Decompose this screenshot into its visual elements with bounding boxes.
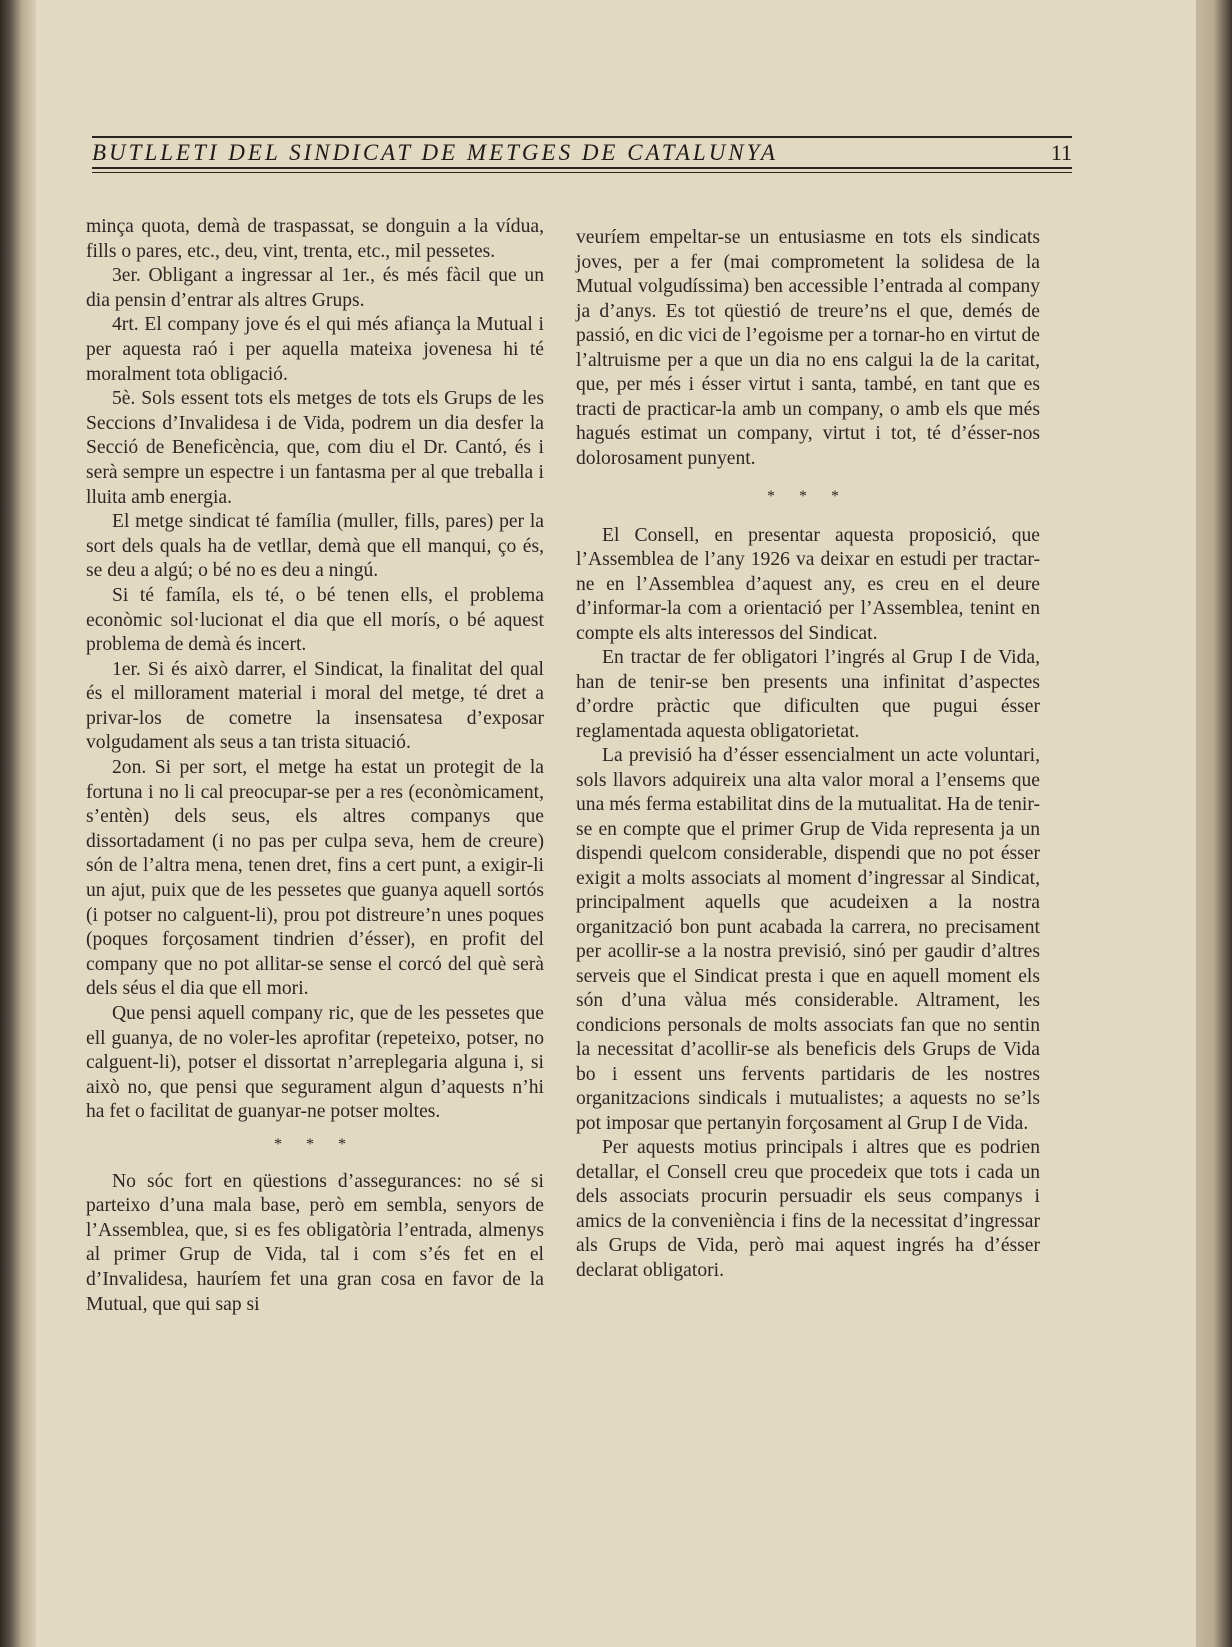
section-separator: * * * <box>767 488 849 505</box>
paragraph: La previsió ha d’ésser essencialment un acte voluntari, sols llavors adquireix una alta valor moral a l’ensems que una més ferma estabilitat dins de la mutualitat. Ha de tenir-se en compte que el primer Grup de Vida representa ja un dispendi quelcom considerable, dispendi que no pot ésser exigit a molts associats al moment d’ingressar al Sindicat, principalment aquells que acudeixen a la nostra organització bon punt acabada la carrera, no precisament per acollir-se a la nostra previsió, sinó per gaudir d’altres serveis que el Sindicat presta i que en aquell moment els són d’una vàlua més considerable. Altrament, les condicions personals de molts associats fan que no sentin la necessitat d’acollir-se als beneficis dels Grups de Vida bo i essent uns fervents partidaris de les nostres organitzacions sindicals i mutualistes; a aquests no se’ls pot imposar que pertanyin forçosament al Grup I de Vida. <box>576 745 1040 1134</box>
paragraph: 2on. Si per sort, el metge ha estat un protegit de la fortuna i no li cal preocupar-se per a res (econòmicament, s’entèn) dels seus, els altres companys que dissortadament (i no pas per culpa seva, hem de creure) són de l’altra mena, tenen dret, fins a cert punt, a exigir-li un ajut, puix que de les pessetes que guanya aquell sortós (i potser no calguent-li), prou pot distreure’n unes poques (poques forçosament tindrien d’ésser), en profit del company que no pot allitar-se sense el corcó del què serà dels séus el dia que ell mori. <box>86 757 544 1000</box>
header-rule-top <box>92 136 1072 138</box>
paragraph: El metge sindicat té família (muller, fills, pares) per la sort dels quals ha de vetllar, demà que ell manqui, ço és, se deu a algú; o bé no es deu a ningú. <box>86 511 544 582</box>
page-number: 11 <box>1050 140 1072 165</box>
journal-title: BUTLLETI DEL SINDICAT DE METGES DE CATALUNYA <box>92 140 778 165</box>
paragraph: minça quota, demà de traspassat, se donguin a la vídua, fills o pares, etc., deu, vint, trenta, etc., mil pessetes. <box>86 216 544 262</box>
paragraph: En tractar de fer obligatori l’ingrés al Grup I de Vida, han de tenir-se ben presents una infinitat d’aspectes d’ordre pràctic que dificulten que pugui ésser reglamentada aquesta obligatorietat. <box>576 647 1040 742</box>
header-rule-thin <box>92 172 1072 173</box>
paragraph: 4rt. El company jove és el qui més afiança la Mutual i per aquesta raó i per aquella mateixa jovenesa hi té moralment tota obligació. <box>86 314 544 385</box>
paragraph: No sóc fort en qüestions d’assegurances: no sé si parteixo d’una mala base, però em sembla, senyors de l’Assemblea, que, si es fes obligatòria l’entrada, almenys al primer Grup de Vida, tal i com s’és fet en el d’Invalidesa, hauríem fet una gran cosa en favor de la Mutual, que qui sap si <box>86 1170 544 1315</box>
paragraph: Que pensi aquell company ric, que de les pessetes que ell guanya, de no voler-les aprofitar (repeteixo, potser, no calguent-li), potser el dissortat n’arreplegaria alguna i, si això no, que pensi que segurament algun d’aquests n’hi ha fet o facilitat de guanyar-ne potser moltes. <box>86 1003 544 1123</box>
right-column <box>576 226 1040 1283</box>
header-rule-bottom <box>92 167 1072 169</box>
running-header <box>92 136 1072 173</box>
paragraph: El Consell, en presentar aquesta proposició, que l’Assemblea de l’any 1926 va deixar en estudi per tractar-ne en l’Assemblea d’aquest any, es creu en el deure d’informar-la com a orientació per l’Assemblea, tenint en compte els alts interessos del Sindicat. <box>576 524 1040 644</box>
paragraph: Si té famíla, els té, o bé tenen ells, el problema econòmic sol·lucionat el dia que ell morís, o bé aquest problema de demà és incert. <box>86 584 544 656</box>
paragraph: veuríem empeltar-se un entusiasme en tots els sindicats joves, per a fer (mai comprometent la solidesa de la Mutual volgudíssima) ben accessible l’entrada al company ja d’anys. Es tot qüestió de treure’ns el que, demés de passió, en dic vici de l’egoisme per a tornar-ho en virtut de l’altruisme per a que un dia no ens calgui la de la caritat, que, per més i ésser virtut i santa, també, en tant que es tracti de practicar-la amb un company, o amb els que més hagués estimat un company, virtut i tot, té d’ésser-nos dolorosament punyent. <box>576 227 1040 469</box>
section-separator: * * * <box>274 1135 356 1153</box>
paragraph: 5è. Sols essent tots els metges de tots els Grups de les Seccions d’Invalidesa i de Vida, podrem un dia desfer la Secció de Beneficència, que, com diu el Dr. Cantó, és i serà sempre un espectre i un fantasma per al que treballa i lluita amb energia. <box>86 388 544 508</box>
paragraph: 1er. Si és això darrer, el Sindicat, la finalitat del qual és el millorament material i moral del metge, té dret a privar-los de cometre la insensatesa d’exposar volgudament als seus a tan trista situació. <box>86 658 544 754</box>
paragraph: 3er. Obligant a ingressar al 1er., és més fàcil que un dia pensin d’entrar als altres Grups. <box>86 265 544 311</box>
header-row <box>92 139 1072 167</box>
paragraph: Per aquests motius principals i altres que es podrien detallar, el Consell creu que procedeix que tots i cada un dels associats procurin persuadir els seus companys i amics de la conveniència i fins de la necessitat d’ingressar als Grups de Vida, però mai aquest ingrés ha d’ésser declarat obligatori. <box>576 1137 1040 1281</box>
left-column <box>86 215 544 1317</box>
